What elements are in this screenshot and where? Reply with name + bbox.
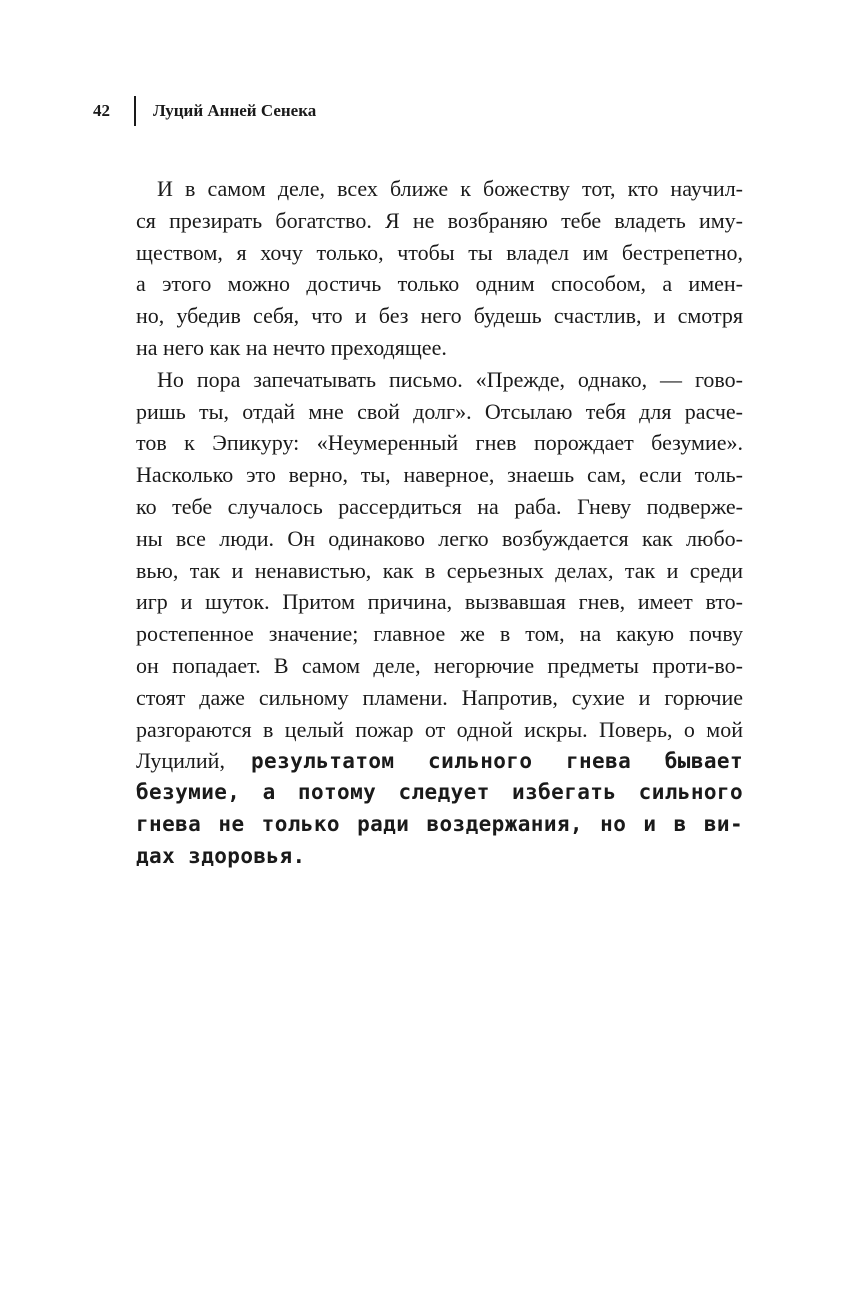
text-line-mixed [136, 745, 743, 777]
bold-text-line: гнева не только ради воздержания, но и в ви- [136, 811, 743, 836]
page-number: 42 [93, 101, 110, 120]
text-line: игр и шуток. Притом причина, вызвавшая гнев, имеет вто- [136, 589, 743, 615]
bold-text-line: дах здоровья. [136, 843, 306, 868]
text-line: ся презирать богатство. Я не возбраняю тебе владеть иму- [136, 207, 743, 233]
text-line: ко тебе случалось рассердиться на раба. Гневу подверже- [136, 493, 743, 519]
text-line: ществом, я хочу только, чтобы ты владел им бестрепетно, [136, 239, 743, 265]
text-line: ростепенное значение; главное же в том, на какую почву [136, 621, 743, 647]
running-head [93, 96, 316, 126]
text-line: И в самом деле, всех ближе к божеству тот, кто научил- [157, 176, 743, 201]
text-line: тов к Эпикуру: «Неумеренный гнев порождает безумие». [136, 430, 743, 456]
text-line: но, убедив себя, что и без него будешь счастлив, и смотря [136, 303, 743, 329]
text-line: на него как на нечто преходящее. [136, 334, 447, 360]
text-line: Насколько это верно, ты, наверное, знаешь сам, если толь- [136, 462, 743, 488]
plain-text-run: Луцилий, [136, 748, 225, 774]
bold-text-run: результатом сильного гнева бывает [250, 749, 743, 774]
text-line: разгораются в целый пожар от одной искры. Поверь, о мой [136, 716, 743, 742]
bold-text-line: безумие, а потому следует избегать сильного [136, 780, 743, 805]
text-line: а этого можно достичь только одним способом, а имен- [136, 271, 743, 297]
running-head-author: Луций Анней Сенека [153, 101, 317, 120]
text-line: он попадает. В самом деле, негорючие предметы проти-во- [136, 652, 743, 678]
text-line: вью, так и ненавистью, как в серьезных делах, так и среди [136, 557, 743, 583]
text-line: Но пора запечатывать письмо. «Прежде, однако, — гово- [157, 366, 743, 392]
text-line: стоят даже сильному пламени. Напротив, сухие и горючие [136, 684, 743, 710]
body-text [136, 173, 743, 873]
text-line: ришь ты, отдай мне свой долг». Отсылаю тебя для расче- [136, 398, 743, 424]
text-line: ны все люди. Он одинаково легко возбуждается как любо- [136, 525, 743, 551]
header-divider [134, 96, 136, 126]
